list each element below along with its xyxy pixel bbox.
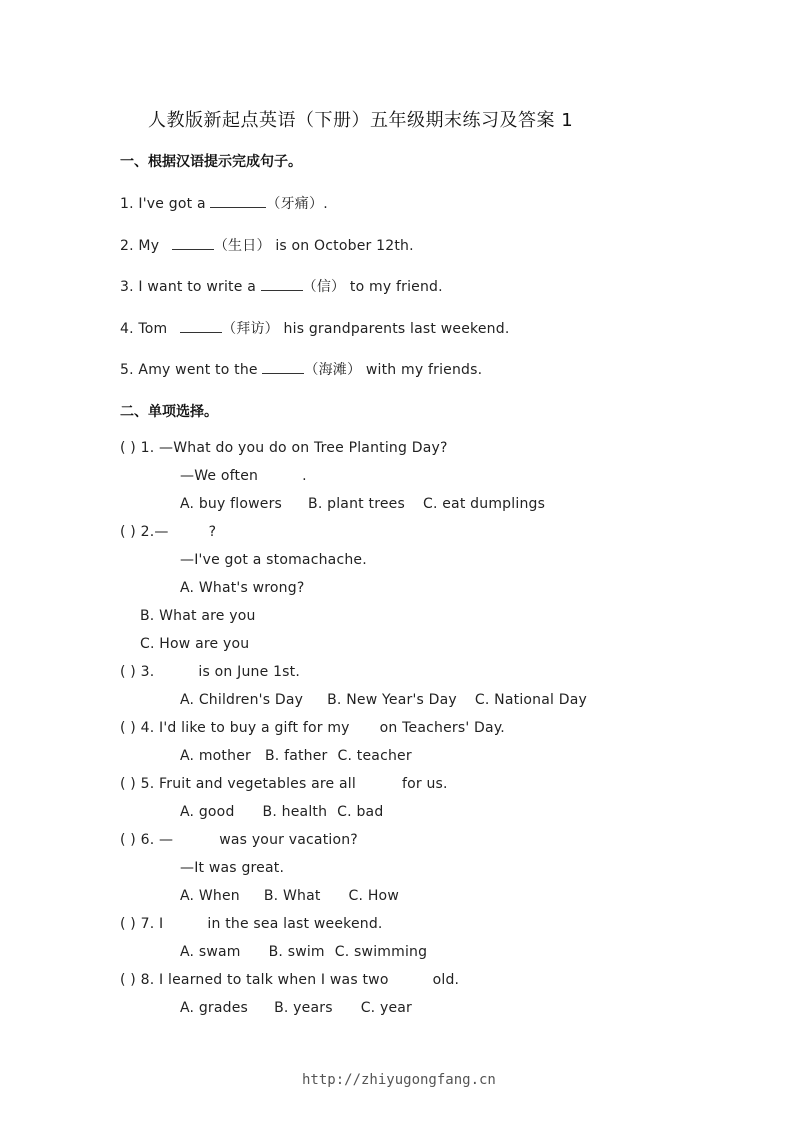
answer-paren[interactable]: ( ): [120, 776, 136, 792]
chinese-hint: （生日）: [213, 238, 271, 254]
answer-paren[interactable]: ( ): [120, 972, 136, 988]
option-a[interactable]: A. What's wrong?: [180, 580, 305, 596]
option-a[interactable]: A. When: [180, 888, 240, 904]
option-b[interactable]: B. What: [263, 888, 321, 904]
dialogue-line: —We often: [180, 468, 259, 484]
item-text-before: Amy went to the: [138, 362, 258, 378]
mc-options-8: [180, 1000, 412, 1016]
answer-blank[interactable]: [172, 235, 214, 250]
mc-options-3: [180, 692, 587, 708]
item-text-after: .: [323, 196, 328, 212]
option-a[interactable]: A. buy flowers: [180, 496, 283, 512]
fill-item-4: [120, 318, 509, 338]
question-stem: 8. I learned to talk when I was two: [140, 972, 389, 988]
chinese-hint: （拜访）: [222, 321, 279, 337]
option-a[interactable]: A. mother: [180, 748, 251, 764]
question-stem-end: was your vacation?: [219, 832, 358, 848]
section1-heading: 一、根据汉语提示完成句子。: [120, 154, 302, 170]
question-stem: 5. Fruit and vegetables are all: [140, 776, 356, 792]
option-b[interactable]: B. What are you: [140, 608, 256, 624]
dialogue-punctuation: .: [302, 468, 307, 484]
option-b[interactable]: B. plant trees: [308, 496, 405, 512]
question-stem-end: is on June 1st.: [198, 664, 301, 680]
option-c[interactable]: C. eat dumplings: [422, 496, 546, 512]
item-number: 5.: [120, 362, 134, 378]
chinese-hint: （信）: [302, 279, 346, 295]
question-stem-end: ?: [208, 524, 217, 540]
option-c[interactable]: C. swimming: [334, 944, 428, 960]
item-text-after: with my friends.: [365, 362, 483, 378]
page-title: 人教版新起点英语（下册）五年级期末练习及答案 1: [148, 110, 574, 131]
fill-item-1: [120, 193, 328, 213]
option-b[interactable]: B. health: [262, 804, 328, 820]
question-stem-end: old.: [432, 972, 460, 988]
section2-heading: 二、单项选择。: [120, 404, 218, 420]
mc-options-5: [180, 804, 383, 820]
option-c[interactable]: C. How are you: [140, 636, 250, 652]
item-number: 4.: [120, 321, 134, 337]
mc-question-2: [120, 524, 216, 540]
answer-paren[interactable]: ( ): [120, 832, 136, 848]
option-c[interactable]: C. year: [360, 1000, 413, 1016]
item-number: 1.: [120, 196, 134, 212]
item-number: 2.: [120, 238, 134, 254]
answer-blank[interactable]: [262, 359, 304, 374]
question-stem-end: on Teachers' Day.: [379, 720, 505, 736]
dialogue-line: —It was great.: [180, 860, 285, 876]
item-text-before: Tom: [138, 321, 168, 337]
answer-paren[interactable]: ( ): [120, 440, 136, 456]
option-b[interactable]: B. father: [264, 748, 328, 764]
dialogue-line: —I've got a stomachache.: [180, 552, 367, 568]
answer-paren[interactable]: ( ): [120, 664, 136, 680]
mc-question-8: [120, 972, 459, 988]
answer-paren[interactable]: ( ): [120, 720, 136, 736]
mc-question-1: [120, 440, 448, 456]
mc-options-1: [180, 496, 545, 512]
option-b[interactable]: B. years: [274, 1000, 333, 1016]
question-stem: 1. —What do you do on Tree Planting Day?: [140, 440, 448, 456]
mc-question-1-line2: [180, 468, 307, 484]
question-stem: 6. —: [140, 832, 174, 848]
option-a[interactable]: A. good: [180, 804, 235, 820]
item-number: 3.: [120, 279, 134, 295]
item-text-after: his grandparents last weekend.: [283, 321, 510, 337]
question-stem: 7. I: [140, 916, 164, 932]
answer-blank[interactable]: [261, 276, 303, 291]
option-c[interactable]: C. How: [348, 888, 399, 904]
option-a[interactable]: A. grades: [180, 1000, 249, 1016]
mc-options-7: [180, 944, 427, 960]
question-stem: 2.—: [140, 524, 169, 540]
option-a[interactable]: A. Children's Day: [180, 692, 304, 708]
answer-blank[interactable]: [180, 318, 222, 333]
mc-question-4: [120, 720, 505, 736]
fill-item-5: [120, 359, 482, 379]
option-a[interactable]: A. swam: [180, 944, 241, 960]
option-c[interactable]: C. bad: [337, 804, 384, 820]
mc-question-7: [120, 916, 383, 932]
option-b[interactable]: B. swim: [268, 944, 325, 960]
fill-item-3: [120, 276, 443, 296]
question-stem-end: for us.: [401, 776, 448, 792]
chinese-hint: （海滩）: [304, 362, 362, 378]
option-c[interactable]: C. National Day: [474, 692, 588, 708]
item-text-before: I've got a: [138, 196, 206, 212]
chinese-hint: （牙痛）: [266, 196, 324, 212]
item-text-before: My: [138, 238, 160, 254]
item-text-after: is on October 12th.: [275, 238, 414, 254]
answer-paren[interactable]: ( ): [120, 524, 136, 540]
question-stem: 3.: [140, 664, 155, 680]
footer-url[interactable]: http://zhiyugongfang.cn: [302, 1072, 496, 1088]
mc-options-6: [180, 888, 399, 904]
item-text-before: I want to write a: [138, 279, 256, 295]
answer-blank[interactable]: [210, 193, 266, 208]
fill-item-2: [120, 235, 414, 255]
question-stem-end: in the sea last weekend.: [207, 916, 383, 932]
item-text-after: to my friend.: [349, 279, 443, 295]
mc-question-3: [120, 664, 300, 680]
mc-options-4: [180, 748, 412, 764]
answer-paren[interactable]: ( ): [120, 916, 136, 932]
mc-question-6: [120, 832, 358, 848]
question-stem: 4. I'd like to buy a gift for my: [140, 720, 350, 736]
option-c[interactable]: C. teacher: [337, 748, 412, 764]
mc-question-5: [120, 776, 448, 792]
option-b[interactable]: B. New Year's Day: [327, 692, 457, 708]
